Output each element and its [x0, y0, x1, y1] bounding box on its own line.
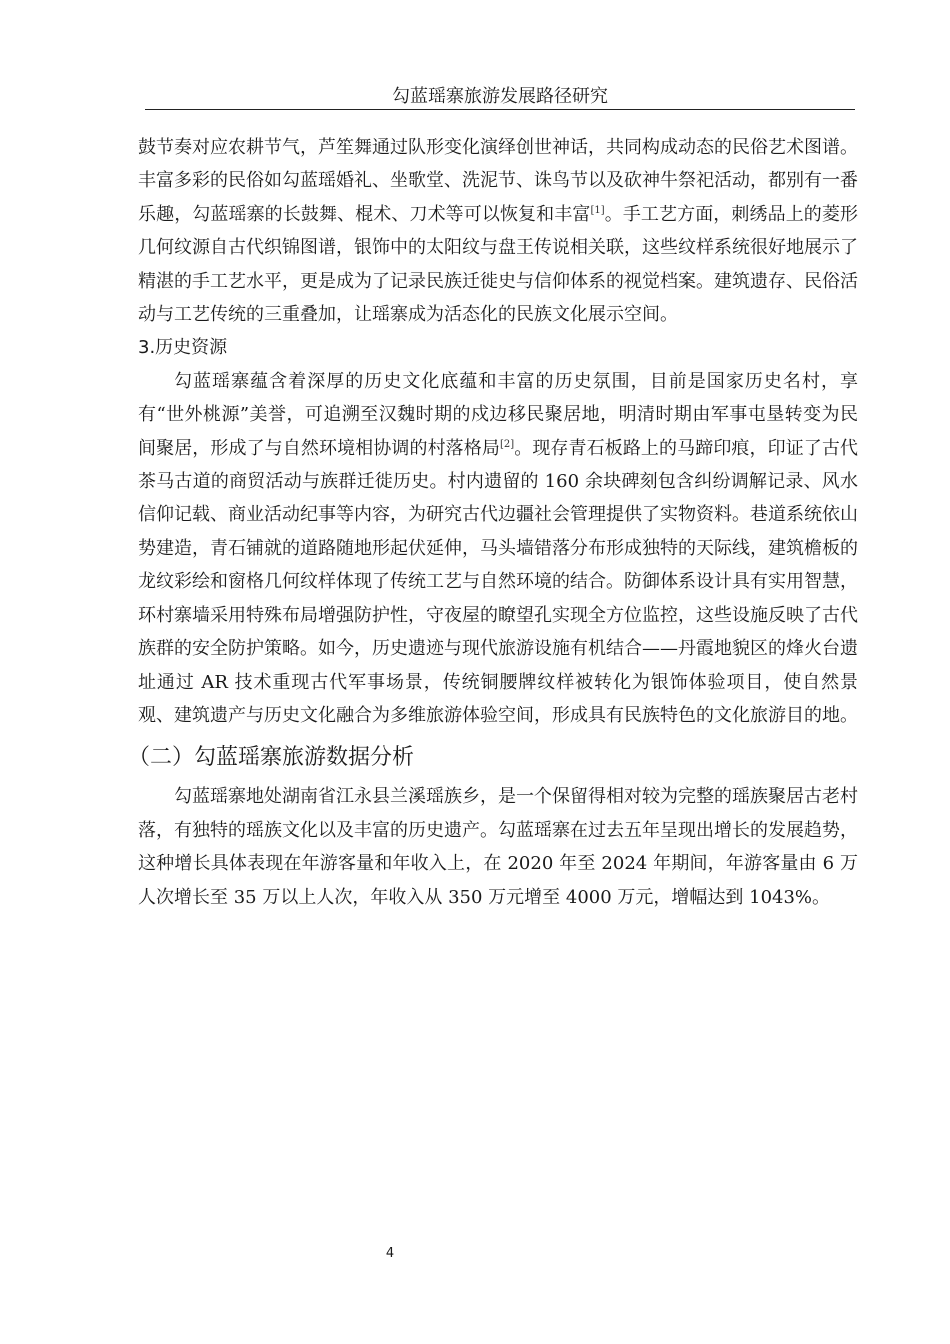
paragraph-text: 勾蓝瑶寨蕴含着深厚的历史文化底蕴和丰富的历史氛围，目前是国家历史名村，享有“世外桃源”美誉，可追溯至汉魏时期的戍边移民聚居地，明清时期由军事屯垦转变为民间聚居，形成了与自然环境相协调的村落格局	[138, 370, 858, 459]
paragraph-history	[138, 365, 858, 732]
citation-2[interactable]: [2]	[499, 438, 515, 450]
section-heading-data-analysis: （二）勾蓝瑶寨旅游数据分析	[128, 745, 415, 771]
paragraph-text: 。手工艺方面，刺绣品上的菱形几何纹源自古代织锦图谱，银饰中的太阳纹与盘王传说相关联，这些纹样系统很好地展示了精湛的手工艺水平，更是成为了记录民族迁徙史与信仰体系的视觉档案。建筑遗存、民俗活动与工艺传统的三重叠加，让瑶寨成为活态化的民族文化展示空间。	[138, 203, 858, 326]
header-divider	[145, 109, 855, 110]
running-header-title: 勾蓝瑶寨旅游发展路径研究	[392, 86, 608, 107]
citation-1[interactable]: [1]	[590, 204, 605, 216]
paragraph-text: 。现存青石板路上的马蹄印痕，印证了古代茶马古道的商贸活动与族群迁徙历史。村内遗留的 160 余块碑刻包含纠纷调解记录、风水信仰记载、商业活动纪事等内容，为研究古代边疆社会管理提供了实物资料。巷道系统依山势建造，青石铺就的道路随地形起伏延伸，马头墙错落分布形成独特的天际线，建筑檐板的龙纹彩绘和窗格几何纹样体现了传统工艺与自然环境的结合。防御体系设计具有实用智慧，环村寨墙采用特殊布局增强防护性，守夜屋的瞭望孔实现全方位监控，这些设施反映了古代族群的安全防护策略。如今，历史遗迹与现代旅游设施有机结合——丹霞地貌区的烽火台遗址通过 AR 技术重现古代军事场景，传统铜腰牌纹样被转化为银饰体验项目，使自然景观、建筑遗产与历史文化融合为多维旅游体验空间，形成具有民族特色的文化旅游目的地。	[138, 437, 859, 726]
paragraph-tourism-data: 勾蓝瑶寨地处湖南省江永县兰溪瑶族乡，是一个保留得相对较为完整的瑶族聚居古老村落，有独特的瑶族文化以及丰富的历史遗产。勾蓝瑶寨在过去五年呈现出增长的发展趋势，这种增长具体表现在年游客量和年收入上，在 2020 年至 2024 年期间，年游客量由 6 万人次增长至 35 万以上人次，年收入从 350 万元增至 4000 万元，增幅达到 1043%。	[138, 786, 858, 908]
subheading-history: 3.历史资源	[138, 337, 228, 359]
page-number: 4	[385, 1246, 395, 1261]
paragraph-folk-culture	[138, 131, 858, 331]
paragraph-text: 鼓节奏对应农耕节气，芦笙舞通过队形变化演绎创世神话，共同构成动态的民俗艺术图谱。丰富多彩的民俗如勾蓝瑶婚礼、坐歌堂、洗泥节、诛鸟节以及砍神牛祭祀活动，都别有一番乐趣，勾蓝瑶寨的长鼓舞、棍术、刀术等可以恢复和丰富	[138, 137, 858, 225]
body-text-block-1	[128, 131, 859, 914]
